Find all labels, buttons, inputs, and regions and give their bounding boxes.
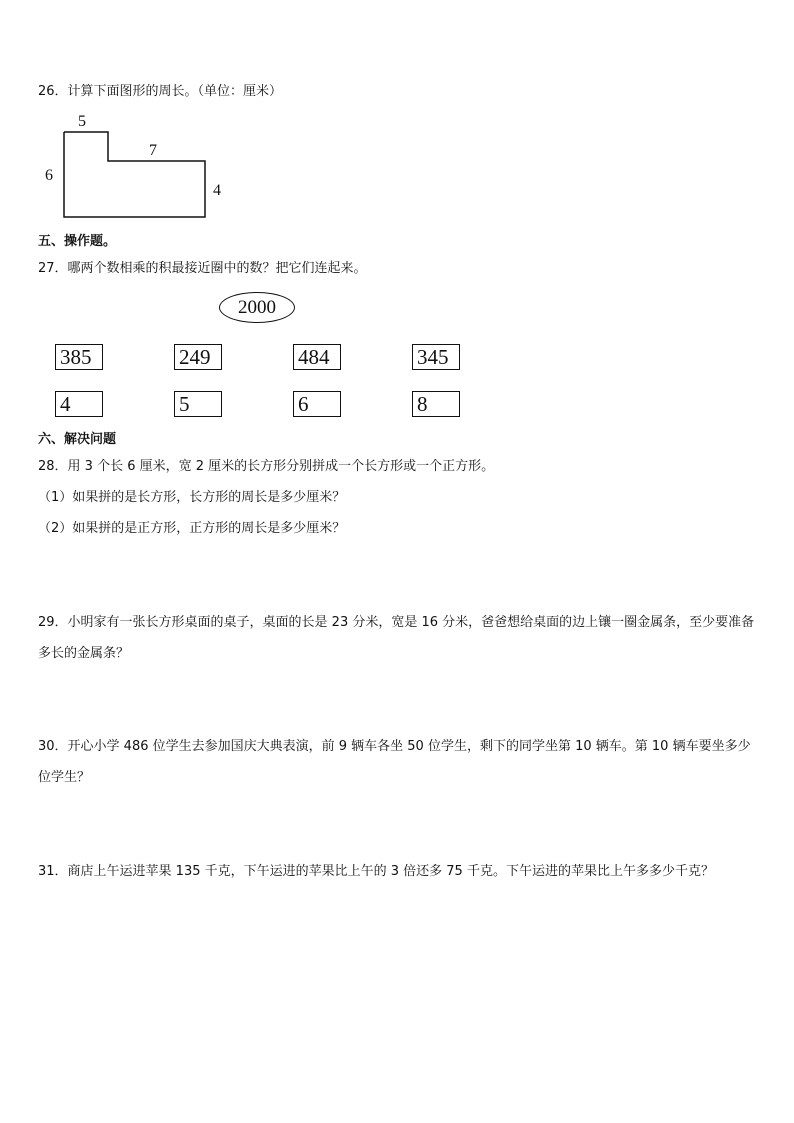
target-number-oval: 2000 <box>219 292 295 323</box>
number-box-385[interactable]: 385 <box>55 344 103 370</box>
question-28-text: 28．用 3 个长 6 厘米，宽 2 厘米的长方形分别拼成一个长方形或一个正方形。 <box>38 459 495 474</box>
section-5-title: 五、操作题。 <box>38 234 117 249</box>
section-6-title: 六、解决问题 <box>38 432 117 447</box>
label-left-6: 6 <box>45 167 53 184</box>
label-top-5: 5 <box>78 113 86 130</box>
number-box-8[interactable]: 8 <box>412 391 460 417</box>
question-31-text: 31．商店上午运进苹果 135 千克，下午运进的苹果比上午的 3 倍还多 75 千克。下午运进的苹果比上午多多少千克？ <box>38 864 714 879</box>
question-27-text: 27．哪两个数相乘的积最接近圈中的数？把它们连起来。 <box>38 261 367 276</box>
number-box-6[interactable]: 6 <box>293 391 341 417</box>
l-shape-figure <box>40 110 240 225</box>
label-middle-7: 7 <box>149 142 157 159</box>
number-box-484[interactable]: 484 <box>293 344 341 370</box>
number-box-249[interactable]: 249 <box>174 344 222 370</box>
question-28-part-2: （2）如果拼的是正方形，正方形的周长是多少厘米？ <box>38 521 346 536</box>
question-28-part-1: （1）如果拼的是长方形，长方形的周长是多少厘米？ <box>38 490 346 505</box>
question-26-text: 26．计算下面图形的周长。（单位：厘米） <box>38 84 283 99</box>
question-29-text: 29．小明家有一张长方形桌面的桌子，桌面的长是 23 分米，宽是 16 分米，爸爸想给桌面的边上镶一圈金属条，至少要准备多长的金属条？ <box>38 615 755 661</box>
number-box-5[interactable]: 5 <box>174 391 222 417</box>
label-right-4: 4 <box>213 182 221 199</box>
number-box-4[interactable]: 4 <box>55 391 103 417</box>
question-30-text: 30．开心小学 486 位学生去参加国庆大典表演，前 9 辆车各坐 50 位学生，剩下的同学坐第 10 辆车。第 10 辆车要坐多少位学生？ <box>38 739 751 785</box>
number-box-345[interactable]: 345 <box>412 344 460 370</box>
